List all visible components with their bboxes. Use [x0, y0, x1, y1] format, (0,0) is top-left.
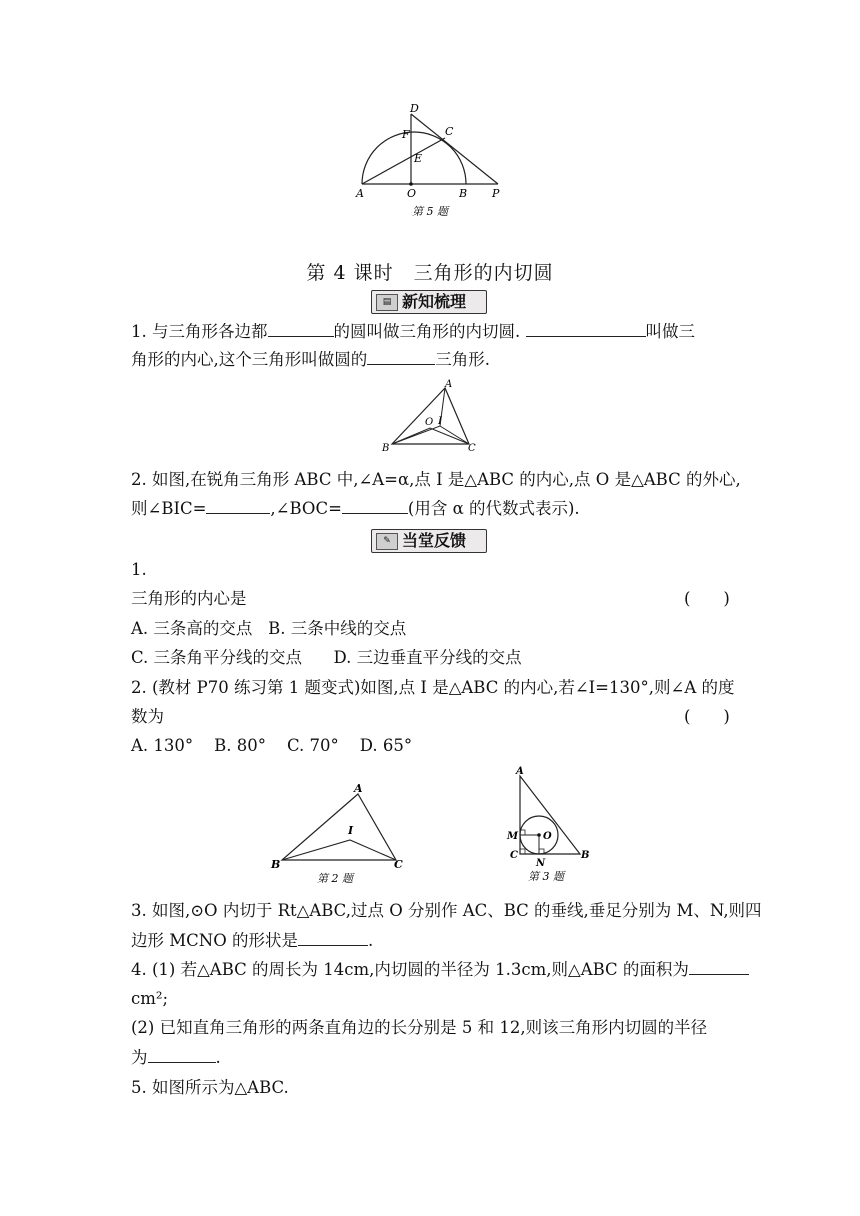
feedback-q3-text-c: . [367, 931, 374, 950]
figure-problem-5 [352, 100, 512, 222]
figq2b-label-B: B [271, 858, 281, 871]
feedback-q2-stem-line1: 2. (教材 P70 练习第 1 题变式)如图,点 I 是△ABC 的内心,若∠I=130°,则∠A 的度 [131, 678, 735, 697]
figure-feedback-q2-drawing [264, 778, 414, 888]
review-q1-text-e: 三角形. [435, 350, 490, 369]
pencil-icon: ✎ [376, 533, 398, 550]
review-q2-text-b: 则∠BIC= [131, 499, 207, 518]
fig5-label-D: D [410, 102, 419, 115]
fig3-caption: 第 3 题 [528, 870, 564, 883]
badge-new-knowledge-label: 新知梳理 [402, 292, 467, 311]
figq3-label-M: M [507, 831, 519, 842]
fig5-label-B: B [459, 187, 468, 200]
feedback-q1-stem: 三角形的内心是 [131, 589, 247, 608]
figq3-label-A: A [516, 766, 524, 777]
feedback-q1-answer-paren[interactable]: ( ) [684, 589, 730, 608]
badge-new-knowledge [371, 290, 487, 314]
figq2b-label-A: A [354, 782, 363, 795]
figq2-label-A: A [445, 379, 453, 390]
fig5-label-A: A [356, 187, 364, 200]
fig5-label-P: P [492, 187, 500, 200]
figure-feedback-q3-drawing [502, 762, 602, 886]
badge-feedback-label: 当堂反馈 [402, 531, 467, 550]
book-icon: ▤ [376, 294, 398, 311]
option-d[interactable]: D. 三边垂直平分线的交点 [333, 648, 522, 667]
feedback-q1-options-cd [131, 646, 522, 670]
review-q1-text-b: 的圆叫做三角形的内切圆. [333, 322, 521, 341]
feedback-q4-text-e: . [215, 1048, 221, 1067]
option-a[interactable]: A. 130° [131, 736, 194, 755]
figq2-label-C: C [468, 443, 476, 454]
feedback-q1-number: 1. [131, 560, 147, 579]
feedback-q4-line4 [131, 1046, 221, 1070]
section-title: 第 4 课时 三角形的内切圆 [306, 262, 554, 284]
feedback-q4-line3: (2) 已知直角三角形的两条直角边的长分别是 5 和 12,则该三角形内切圆的半径 [131, 1018, 708, 1037]
option-a[interactable]: A. 三条高的交点 [131, 619, 253, 638]
figq3-label-B: B [581, 850, 590, 861]
figure-review-q2 [378, 378, 482, 454]
feedback-q2-stem-line2: 数为 [131, 707, 164, 726]
feedback-q1-options-ab [131, 617, 406, 641]
answer-blank[interactable] [367, 348, 435, 365]
review-q2-line1: 2. 如图,在锐角三角形 ABC 中,∠A=α,点 I 是△ABC 的内心,点 O 是△ABC 的外心, [131, 470, 741, 489]
feedback-q4-text-d: 为 [131, 1048, 148, 1067]
review-q2-text-c: ,∠BOC= [270, 499, 342, 518]
feedback-q3-line2 [131, 929, 373, 953]
feedback-q2-options [131, 734, 412, 758]
answer-blank[interactable] [526, 320, 646, 337]
option-c[interactable]: C. 70° [287, 736, 339, 755]
review-q1-line2 [131, 348, 490, 372]
review-q2-text-d: (用含 α 的代数式表示). [407, 499, 580, 518]
figq3-label-C: C [510, 850, 518, 861]
fig5-label-O: O [407, 187, 417, 200]
figq2b-label-I: I [348, 824, 354, 837]
feedback-q3-line1: 3. 如图,⊙O 内切于 Rt△ABC,过点 O 分别作 AC、BC 的垂线,垂足分别为 M、N,则四 [131, 901, 762, 920]
option-b[interactable]: B. 三条中线的交点 [268, 619, 407, 638]
review-q1-text-a: 1. 与三角形各边都 [131, 322, 268, 341]
fig5-label-F: F [402, 128, 410, 141]
review-q2-line2 [131, 497, 580, 521]
review-q1-text-d: 角形的内心,这个三角形叫做圆的 [131, 350, 368, 369]
review-q1-text-c: 叫做三 [645, 322, 695, 341]
figure-review-q2-drawing [378, 378, 482, 454]
feedback-q4-line1 [131, 958, 749, 982]
option-b[interactable]: B. 80° [214, 736, 267, 755]
answer-blank[interactable] [342, 497, 408, 514]
figq2-label-O: O [425, 417, 434, 428]
figq2-label-I: I [438, 416, 442, 427]
option-c[interactable]: C. 三条角平分线的交点 [131, 648, 303, 667]
option-d[interactable]: D. 65° [359, 736, 413, 755]
answer-blank[interactable] [689, 958, 749, 975]
figq3-label-O: O [543, 831, 552, 842]
answer-blank[interactable] [206, 497, 270, 514]
review-q1-line1 [131, 320, 695, 344]
answer-blank[interactable] [148, 1046, 216, 1063]
fig2-caption: 第 2 题 [317, 872, 353, 885]
fig5-caption: 第 5 题 [412, 205, 448, 218]
figure-feedback-q3 [502, 762, 602, 886]
feedback-q3-text-b: 边形 MCNO 的形状是 [131, 931, 298, 950]
fig5-label-E: E [414, 152, 423, 165]
feedback-q2-answer-paren[interactable]: ( ) [684, 707, 730, 726]
figq2-label-B: B [382, 443, 390, 454]
answer-blank[interactable] [298, 929, 368, 946]
figure-problem-5-drawing [352, 100, 512, 222]
feedback-q4-line2: cm²; [131, 989, 169, 1008]
badge-in-class-feedback [371, 529, 487, 553]
figure-feedback-q2 [264, 778, 414, 888]
fig5-label-C: C [445, 125, 454, 138]
figq2b-label-C: C [394, 858, 403, 871]
figq3-label-N: N [536, 858, 546, 869]
answer-blank[interactable] [268, 320, 334, 337]
feedback-q4-text-a: 4. (1) 若△ABC 的周长为 14cm,内切圆的半径为 1.3cm,则△ABC 的面积为 [131, 960, 689, 979]
feedback-q5: 5. 如图所示为△ABC. [131, 1078, 289, 1097]
